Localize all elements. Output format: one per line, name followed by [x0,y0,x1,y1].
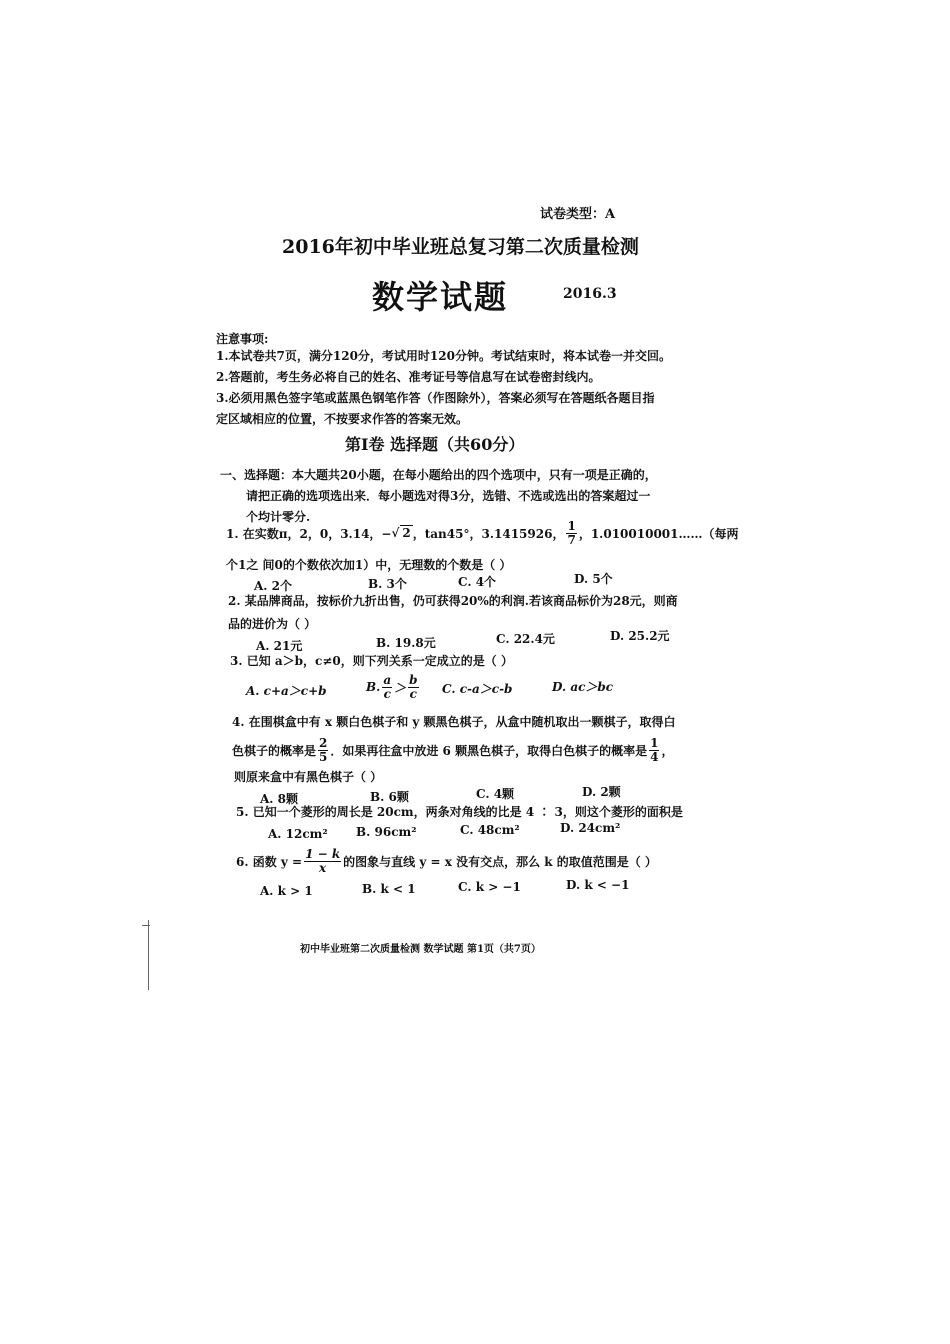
q1-text-pre: 1. 在实数π，2，0，3.14，− [226,526,392,541]
section-intro-1: 一、选择题：本大题共20小题，在每小题给出的四个选项中，只有一项是正确的， [220,468,657,482]
section-title: 第Ⅰ卷 选择题（共60分） [345,435,525,454]
section-intro-2: 请把正确的选项选出来．每小题选对得3分，选错、不选或选出的答案超过一 [246,489,651,503]
q5-option-c: C. 48cm² [460,823,520,837]
q4-option-d: D. 2颗 [582,785,621,799]
q6-text-post: 的图象与直线 y = x 没有交点，那么 k 的取值范围是（ ） [343,854,657,869]
q2-option-a: A. 21元 [256,639,303,653]
q6-frac-den: x [319,860,327,875]
question-2-line-2: 品的进价为（ ） [228,617,317,631]
q6-fraction [304,848,341,874]
q4-frac1-num: 2 [319,735,328,750]
notice-heading: 注意事项: [216,332,269,346]
q4-frac2-den: 4 [650,749,659,764]
q3-optb-frac-a [382,674,392,700]
q1-option-a: A. 2个 [254,579,293,593]
q3-optb-sym: ＞ [394,680,407,695]
section-intro-3: 个均计零分. [246,510,311,524]
q4-frac2-num: 1 [650,735,659,750]
q4-fraction-2 [649,737,659,763]
notice-line-3a: 3.必须用黑色签字笔或蓝黑色钢笔作答（作图除外），答案必须写在答题纸各题目指 [216,391,655,405]
question-4-line-3: 则原来盒中有黑色棋子（ ） [234,770,383,784]
q5-option-b: B. 96cm² [356,825,417,839]
q3-option-b-label: B. [366,680,381,694]
q6-option-b: B. k < 1 [362,882,416,896]
q5-option-a: A. 12cm² [268,827,328,841]
q1-frac-num: 1 [567,518,576,533]
q4-text-pre: 色棋子的概率是 [232,743,317,758]
scan-mark [148,920,149,990]
q6-text-pre: 6. 函数 y = [236,854,303,869]
q3-optb-num-a: a [383,672,392,687]
q3-option-a: A. c+a＞c+b [246,684,327,698]
q3-optb-den-a: c [383,686,391,701]
q4-text-mid: ．如果再往盒中放进 6 颗黑色棋子，取得白色棋子的概率是 [330,743,648,758]
q4-fraction-1 [318,737,328,763]
q6-option-c: C. k > −1 [458,880,521,894]
question-5-line-1: 5. 已知一个菱形的周长是 20cm，两条对角线的比是 4 ∶ 3，则这个菱形的面积是 [236,805,683,819]
question-1-line-2: 个1之 间0的个数依次加1）中，无理数的个数是（ ） [226,558,512,572]
subject-title: 数学试题 [372,278,509,316]
q1-option-d: D. 5个 [574,572,613,586]
question-4-line-2 [232,733,673,767]
q6-option-a: A. k > 1 [260,884,313,898]
q6-frac-num: 1 − k [305,846,341,861]
q4-frac1-den: 5 [319,749,328,764]
q1-frac-den: 7 [567,532,576,547]
q4-option-a: A. 8颗 [260,792,299,806]
q1-sqrt: √ 2 [391,526,411,540]
notice-line-3b: 定区域相应的位置，不按要求作答的答案无效。 [216,412,469,426]
q3-option-d: D. ac＞bc [552,680,614,694]
question-4-line-1: 4. 在围棋盒中有 x 颗白色棋子和 y 颗黑色棋子，从盒中随机取出一颗棋子，取得白 [232,715,676,729]
notice-line-1: 1.本试卷共7页，满分120分，考试用时120分钟。考试结束时，将本试卷一并交回。 [216,349,671,363]
q3-optb-den-b: c [409,686,417,701]
q1-sqrt-arg: 2 [402,526,411,540]
q3-option-b [366,670,421,704]
question-3-line-1: 3. 已知 a＞b，c≠0，则下列关系一定成立的是（ ） [230,654,513,668]
q2-option-c: C. 22.4元 [496,632,555,646]
q5-option-d: D. 24cm² [560,821,621,835]
q3-optb-frac-b [408,674,418,700]
q2-option-b: B. 19.8元 [376,636,436,650]
q4-option-b: B. 6颗 [370,790,409,804]
page-footer: 初中毕业班第二次质量检测 数学试题 第1页（共7页） [300,944,541,955]
q3-option-c: C. c-a＞c-b [442,682,513,696]
q1-option-b: B. 3个 [368,577,407,591]
q4-text-post: ， [661,743,674,758]
notice-line-2: 2.答题前，考生务必将自己的姓名、准考证号等信息写在试卷密封线内。 [216,370,601,384]
question-1-line-1 [226,516,739,550]
scan-mark-tick [142,925,150,926]
question-2-line-1: 2. 某品牌商品，按标价九折出售，仍可获得20%的利润.若该商品标价为28元，则商 [228,594,678,608]
exam-date: 2016.3 [563,286,617,302]
question-6-line-1 [236,842,657,880]
q1-fraction [566,520,576,546]
q1-text-mid: ，tan45°，3.1415926， [412,526,565,541]
paper-type: 试卷类型：A [540,207,616,222]
q3-optb-num-b: b [409,672,418,687]
q6-option-d: D. k < −1 [566,878,630,892]
q2-option-d: D. 25.2元 [610,629,670,643]
exam-title: 2016年初中毕业班总复习第二次质量检测 [282,236,639,258]
q1-text-post: ，1.010010001……（每两 [578,526,739,541]
q1-option-c: C. 4个 [458,575,497,589]
q4-option-c: C. 4颗 [476,787,515,801]
